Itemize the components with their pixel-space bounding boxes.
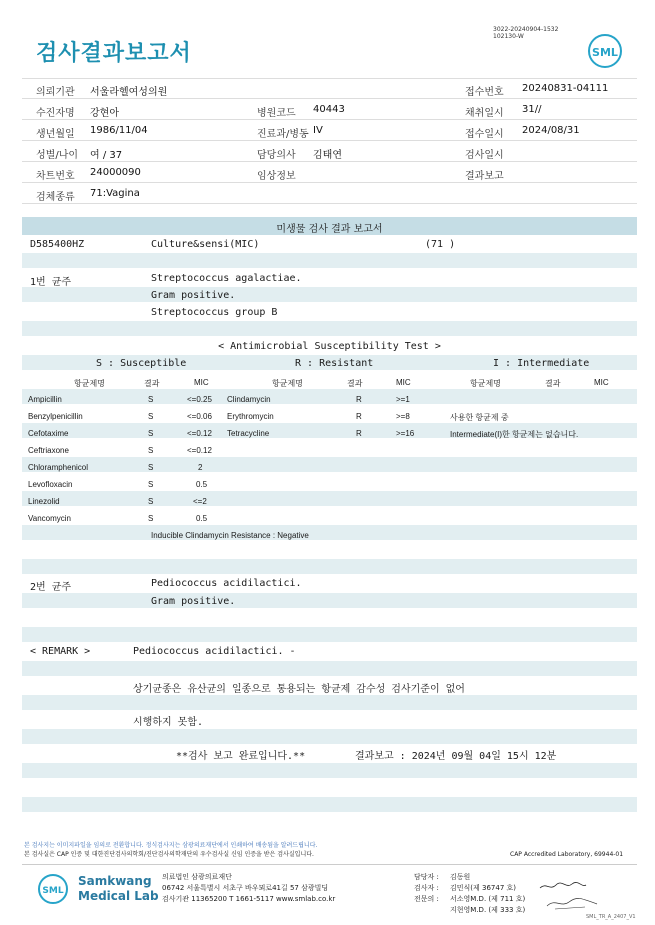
divider <box>22 182 637 183</box>
received-value: 2024/08/31 <box>522 125 580 136</box>
drug-result: S <box>148 429 154 438</box>
sexage-label: 성별/나이 <box>36 150 79 161</box>
drug-name: Chloramphenicol <box>28 463 89 472</box>
collected-label: 채취일시 <box>465 108 504 119</box>
drug-result: S <box>148 497 154 506</box>
row-stripe <box>22 491 637 506</box>
remark-organism: Pediococcus acidilactici. - <box>133 646 296 657</box>
drug-name: Ampicillin <box>28 395 62 404</box>
divider <box>22 203 637 204</box>
patient-label: 수진자명 <box>36 108 75 119</box>
test-code: D585400HZ <box>30 239 85 250</box>
sexage-value: 여 / 37 <box>90 150 123 161</box>
receipt-no-value: 20240831-04111 <box>522 83 609 94</box>
intermediate-note: 사용한 항균제 중 <box>450 413 509 422</box>
drug-result: S <box>148 446 154 455</box>
strain2-line: Gram positive. <box>151 596 236 607</box>
row-stripe <box>22 287 637 302</box>
doctor-value: 김태연 <box>313 150 342 161</box>
drug-name: Vancomycin <box>28 514 71 523</box>
strain1-line: Streptococcus agalactiae. <box>151 273 302 284</box>
drug-name: Linezolid <box>28 497 60 506</box>
doctor-label: 담당의사 <box>257 150 296 161</box>
row-stripe <box>22 389 637 404</box>
drug-result: R <box>356 412 362 421</box>
divider <box>22 161 637 162</box>
remark-label: < REMARK > <box>30 646 91 657</box>
icr-result: Inducible Clindamycin Resistance : Negative <box>151 531 309 540</box>
drug-name: Levofloxacin <box>28 480 73 489</box>
hospital-code-label: 병원코드 <box>257 108 296 119</box>
row-stripe <box>22 253 637 268</box>
staff-names: 김동원 김민식(제 36747 호) 서소영M.D. (제 711 호) 지현영M.D. (제 333 호) <box>450 873 526 914</box>
drug-mic: <=0.12 <box>187 429 212 438</box>
strain2-line: Pediococcus acidilactici. <box>151 578 302 589</box>
strain1-label: 1번 균주 <box>30 277 72 288</box>
drug-name: Cefotaxime <box>28 429 69 438</box>
drug-mic: >=1 <box>396 395 410 404</box>
drug-result: R <box>356 429 362 438</box>
drug-result: S <box>148 412 154 421</box>
strain1-line: Streptococcus group B <box>151 307 278 318</box>
col-result: 결과 <box>347 379 363 388</box>
drug-mic: <=0.06 <box>187 412 212 421</box>
signature-mark <box>538 880 588 892</box>
legend-resistant: R : Resistant <box>295 358 374 369</box>
remark-text: 시행하지 못함. <box>133 717 204 728</box>
notice-print: 본 검사지는 이미지파일을 임의로 전환합니다. 정식검사지는 삼광의료재단에서 인쇄하여 배송됨을 알려드립니다. <box>24 842 318 849</box>
row-stripe <box>22 321 637 336</box>
drug-mic: <=0.12 <box>187 446 212 455</box>
divider <box>22 98 637 99</box>
row-stripe <box>22 661 637 676</box>
drug-result: S <box>148 480 154 489</box>
drug-mic: <=2 <box>193 497 207 506</box>
strain1-line: Gram positive. <box>151 290 236 301</box>
row-stripe <box>22 695 637 710</box>
document-id: 3022-20240904-1532 102130-W <box>493 26 559 40</box>
drug-mic: 0.5 <box>196 514 208 523</box>
form-code: SML_TR_A_2407_V1 <box>586 914 636 920</box>
row-stripe <box>22 593 637 608</box>
drug-mic: 2 <box>198 463 203 472</box>
section-title: 미생물 검사 결과 보고서 <box>276 224 383 235</box>
row-stripe <box>22 729 637 744</box>
legend-intermediate: I : Intermediate <box>493 358 590 369</box>
report-label: 결과보고 <box>465 171 504 182</box>
col-drug: 항균제명 <box>74 379 105 388</box>
drug-name: Clindamycin <box>227 395 271 404</box>
received-label: 접수일시 <box>465 129 504 140</box>
divider <box>22 78 637 79</box>
clinical-label: 임상정보 <box>257 171 296 182</box>
collected-value: 31// <box>522 104 542 115</box>
divider <box>22 864 637 865</box>
row-stripe <box>22 457 637 472</box>
dept-label: 진료과/병동 <box>257 129 309 140</box>
drug-mic: >=16 <box>396 429 415 438</box>
report-timestamp: 결과보고 : 2024년 09월 04일 15시 12분 <box>355 751 557 762</box>
drug-name: Ceftriaxone <box>28 446 69 455</box>
hospital-code-value: 40443 <box>313 104 345 115</box>
org-info: 의료법인 삼광의료재단 06742 서울특별시 서초구 바우뫼로41길 57 삼광빌딩 검사기관 11365200 T 1661-5117 www.smlab.co.kr <box>162 873 336 903</box>
brand-name: Samkwang Medical Lab <box>78 874 159 903</box>
patient-value: 강현아 <box>90 108 119 119</box>
institution-value: 서울라헬여성의원 <box>90 87 168 98</box>
cap-accreditation: CAP Accredited Laboratory, 69944-01 <box>510 851 624 858</box>
chart-label: 차트번호 <box>36 171 75 182</box>
row-stripe <box>22 525 637 540</box>
row-stripe <box>22 627 637 642</box>
test-name: Culture&sensi(MIC) <box>151 239 260 250</box>
specimen-value: 71:Vagina <box>90 188 140 199</box>
dept-value: IV <box>313 125 323 136</box>
notice-accreditation: 본 검사실은 CAP 인증 및 대한진단검사의학회/진단검사의학재단의 우수검사실 신임 인증을 받은 검사실입니다. <box>24 851 314 858</box>
row-stripe <box>22 797 637 812</box>
row-stripe <box>22 763 637 778</box>
test-number: (71 ) <box>425 239 456 250</box>
divider <box>22 140 637 141</box>
col-mic: MIC <box>594 378 609 387</box>
drug-mic: 0.5 <box>196 480 208 489</box>
drug-name: Tetracycline <box>227 429 270 438</box>
drug-name: Benzylpenicillin <box>28 412 83 421</box>
drug-mic: >=8 <box>396 412 410 421</box>
drug-result: S <box>148 395 154 404</box>
dob-value: 1986/11/04 <box>90 125 148 136</box>
receipt-no-label: 접수번호 <box>465 87 504 98</box>
intermediate-note: Intermediate(I)한 항균제는 없습니다. <box>450 430 579 439</box>
page-title: 검사결과보고서 <box>36 41 192 66</box>
col-drug: 항균제명 <box>272 379 303 388</box>
report-complete: **검사 보고 완료입니다.** <box>176 751 306 762</box>
strain2-label: 2번 균주 <box>30 582 72 593</box>
drug-result: S <box>148 514 154 523</box>
institution-label: 의뢰기관 <box>36 87 75 98</box>
remark-text: 상기균종은 유산균의 일종으로 통용되는 항균제 감수성 검사기준이 없어 <box>133 684 465 695</box>
col-mic: MIC <box>396 378 411 387</box>
drug-result: R <box>356 395 362 404</box>
drug-mic: <=0.25 <box>187 395 212 404</box>
drug-result: S <box>148 463 154 472</box>
samkwang-logo: SML <box>38 874 68 904</box>
sml-logo: SML <box>588 34 622 68</box>
col-drug: 항균제명 <box>470 379 501 388</box>
signature-mark <box>545 894 600 912</box>
specimen-label: 검체종류 <box>36 192 75 203</box>
dob-label: 생년월일 <box>36 129 75 140</box>
chart-value: 24000090 <box>90 167 141 178</box>
divider <box>22 119 637 120</box>
drug-name: Erythromycin <box>227 412 274 421</box>
col-result: 결과 <box>144 379 160 388</box>
row-stripe <box>22 559 637 574</box>
ast-title: < Antimicrobial Susceptibility Test > <box>218 341 441 352</box>
legend-susceptible: S : Susceptible <box>96 358 187 369</box>
tested-label: 검사일시 <box>465 150 504 161</box>
staff-labels: 담당자 : 검사자 : 전문의 : <box>414 873 439 903</box>
col-result: 결과 <box>545 379 561 388</box>
col-mic: MIC <box>194 378 209 387</box>
